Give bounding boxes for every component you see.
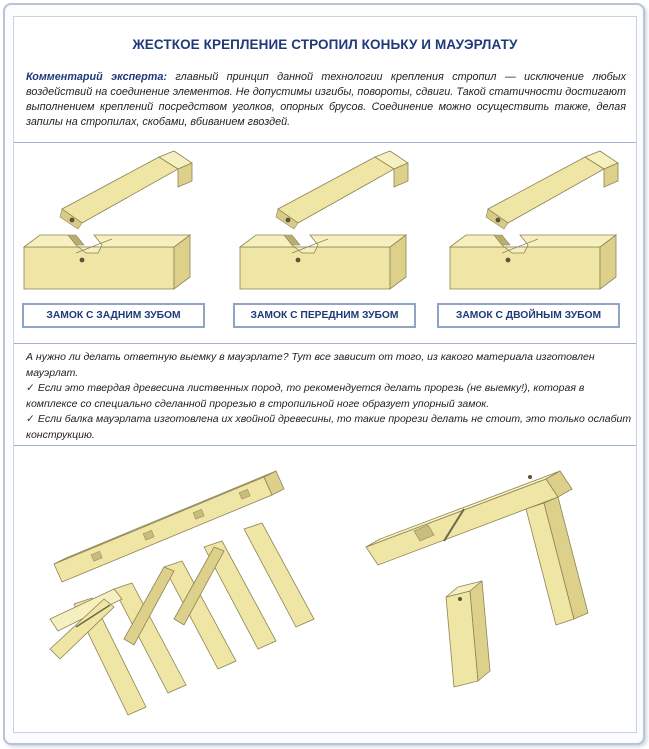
joint-illustration-double-tooth <box>450 151 618 289</box>
page-title: ЖЕСТКОЕ КРЕПЛЕНИЕ СТРОПИЛ КОНЬКУ И МАУЭРЛАТУ <box>132 37 518 52</box>
notes-item-hardwood <box>26 381 632 412</box>
joint-illustration-front-tooth <box>240 151 408 289</box>
roof-frame-illustration <box>14 449 334 729</box>
notes-question: А нужно ли делать ответную выемку в мауэрлате? Тут все зависит от того, из какого материала изготовлен мауэрлат. <box>26 351 595 379</box>
joint-illustration-rear-tooth <box>24 151 192 289</box>
joint-illustrations <box>14 147 636 317</box>
joint-label-rear-tooth: ЗАМОК С ЗАДНИМ ЗУБОМ <box>22 303 205 328</box>
notes-item-softwood-text: Если балка мауэрлата изготовлена их хвойной древесины, то такие прорези делать не стоит, это только ослабит конструкцию. <box>26 413 632 441</box>
expert-comment-text: главный принцип данной технологии крепления стропил — исключение любых воздействий на соединение элементов. Не допустимы изгибы, повороты, сдвиги. Такой статичности достигают выполнением креплений посредством уголков, опорных брусов. Соединение можно осуществить также, делая запилы на стропилах, скобами, вбиванием гвоздей. <box>26 71 626 128</box>
notes-item-hardwood-text: Если это твердая древесина лиственных пород, то рекомендуется делать прорезь (не выемку!), которая в комплексе со специально сделанной прорезью в стропильной ноге образует упорный замок. <box>26 382 585 410</box>
notes-block <box>26 350 632 443</box>
ridge-joint-illustration <box>346 449 636 729</box>
notes-item-softwood <box>26 412 632 443</box>
joint-label-front-tooth: ЗАМОК С ПЕРЕДНИМ ЗУБОМ <box>233 303 416 328</box>
expert-comment <box>26 70 626 130</box>
content-panel <box>13 16 637 733</box>
expert-comment-lead: Комментарий эксперта: <box>26 71 167 83</box>
checkmark-icon: ✓ <box>26 382 35 394</box>
checkmark-icon: ✓ <box>26 413 35 425</box>
divider-middle <box>14 343 636 344</box>
joint-label-double-tooth: ЗАМОК С ДВОЙНЫМ ЗУБОМ <box>437 303 620 328</box>
divider-bottom <box>14 445 636 446</box>
divider-top <box>14 142 636 143</box>
